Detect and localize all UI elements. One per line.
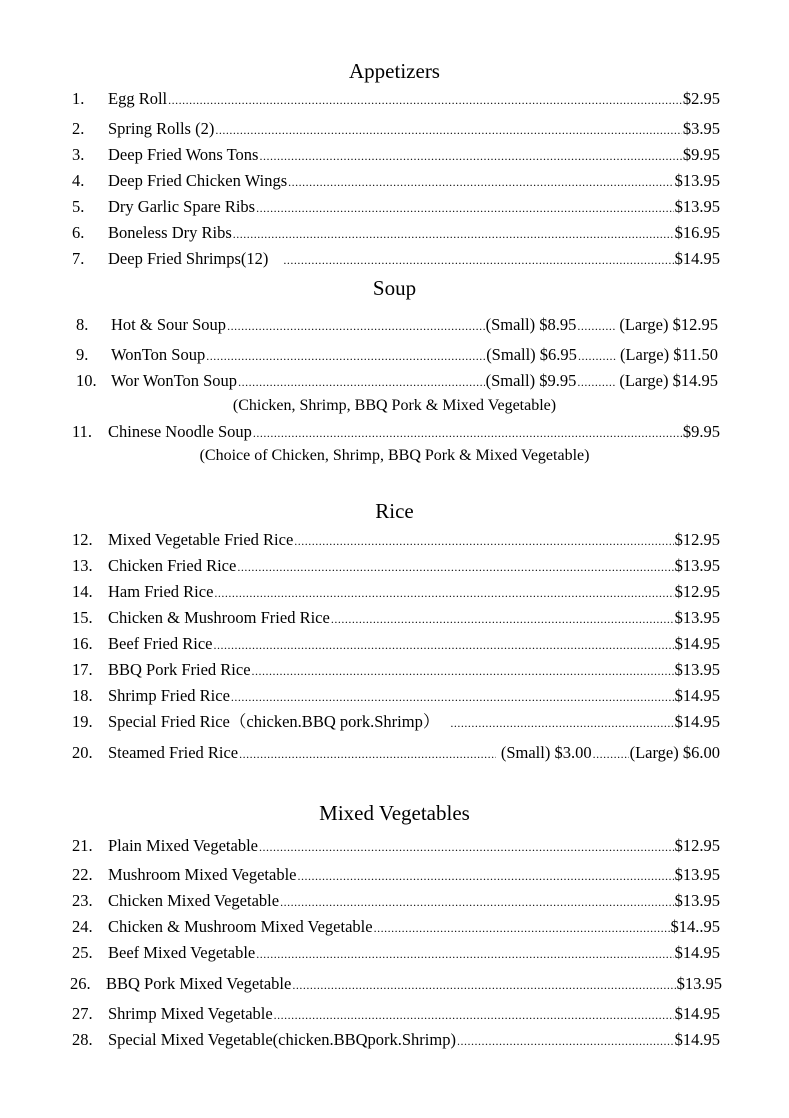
dot-leader [294,530,673,552]
menu-item [72,1003,720,1025]
item-name: BBQ Pork Fried Rice [108,660,251,679]
item-name: Egg Roll [108,89,168,108]
item-number: 19. [72,712,93,731]
item-name: BBQ Pork Mixed Vegetable [106,974,292,993]
item-number: 9. [76,345,89,364]
item-price: $14..95 [670,917,720,936]
dot-leader [577,315,615,337]
item-price: $14.95 [674,712,720,731]
dot-leader [227,315,485,337]
item-number: 7. [72,249,85,268]
dot-leader [292,974,675,996]
item-name: Steamed Fried Rice [108,743,239,762]
dot-leader [253,422,682,444]
item-price: $13.95 [674,865,720,884]
dot-leader [457,1030,674,1052]
item-name: Beef Mixed Vegetable [108,943,256,962]
large-price: (Large) $14.95 [619,371,718,390]
item-number: 25. [72,943,93,962]
dot-leader [214,582,673,604]
dot-leader [280,891,674,913]
item-number: 22. [72,865,93,884]
item-price: $2.95 [682,89,720,108]
noodle-note: (Choice of Chicken, Shrimp, BBQ Pork & Mixed Vegetable) [199,447,590,464]
menu-item [72,118,720,140]
menu-item [72,421,720,443]
dot-leader [283,249,673,271]
menu-item [72,916,720,938]
item-number: 13. [72,556,93,575]
item-name: Deep Fried Shrimps(12) [108,249,269,268]
menu-item [76,370,718,392]
small-price: (Small) $6.95 [486,345,577,364]
item-name: Ham Fried Rice [108,582,214,601]
menu-item [72,742,720,764]
dot-leader [274,1004,674,1026]
menu-item [72,942,720,964]
item-number: 14. [72,582,93,601]
item-number: 23. [72,891,93,910]
heading-mixed-vegetables: Mixed Vegetables [319,801,470,825]
item-name: Chicken Mixed Vegetable [108,891,280,910]
menu-item [72,581,720,603]
soup-note: (Chicken, Shrimp, BBQ Pork & Mixed Vegetable) [232,397,557,414]
large-price: (Large) $6.00 [629,743,720,762]
item-name: WonTon Soup [111,345,206,364]
item-price: $14.95 [674,634,720,653]
dot-leader [252,660,674,682]
item-number: 28. [72,1030,93,1049]
dot-leader [231,686,674,708]
item-name: Dry Garlic Spare Ribs [108,197,256,216]
item-name: Chicken & Mushroom Mixed Vegetable [108,917,373,936]
item-price: $12.95 [674,582,720,601]
item-number: 6. [72,223,85,242]
item-price: $13.95 [676,974,722,993]
menu-item [76,344,718,366]
dot-leader [259,145,681,167]
item-price: $14.95 [674,943,720,962]
heading-rice: Rice [375,499,414,523]
dot-leader [298,865,674,887]
item-name: Wor WonTon Soup [111,371,238,390]
menu-item [72,711,720,733]
dot-leader [168,89,682,111]
item-price: $12.95 [674,530,720,549]
dot-leader [593,743,629,765]
item-price: $13.95 [674,891,720,910]
menu-item [72,144,720,166]
item-price: $14.95 [674,686,720,705]
menu-item [72,196,720,218]
item-number: 5. [72,197,85,216]
dot-leader [578,345,616,367]
menu-item [72,1029,720,1051]
dot-leader [213,634,673,656]
item-number: 8. [76,315,89,334]
menu-item [76,314,718,336]
small-price: (Small) $9.95 [485,371,577,390]
item-name: Mushroom Mixed Vegetable [108,865,297,884]
large-price: (Large) $11.50 [619,345,718,364]
dot-leader [237,556,673,578]
dot-leader [259,836,674,858]
item-price: $13.95 [674,171,720,190]
item-price: $16.95 [674,223,720,242]
item-name: Mixed Vegetable Fried Rice [108,530,294,549]
item-name: Shrimp Fried Rice [108,686,230,705]
item-number: 21. [72,836,93,855]
small-price: (Small) $8.95 [485,315,577,334]
menu-item [72,890,720,912]
item-number: 4. [72,171,85,190]
dot-leader [450,712,673,734]
dot-leader [233,223,674,245]
item-number: 20. [72,743,93,762]
menu-item [72,170,720,192]
item-name: Chicken Fried Rice [108,556,237,575]
menu-item [72,529,720,551]
item-price: $13.95 [674,556,720,575]
heading-appetizers: Appetizers [349,59,440,83]
item-price: $3.95 [682,119,720,138]
item-number: 17. [72,660,93,679]
item-name: Special Fried Rice（chicken.BBQ pork.Shrimp） [108,712,440,731]
dot-leader [331,608,674,630]
item-name: Special Mixed Vegetable(chicken.BBQpork.Shrimp) [108,1030,456,1049]
menu-item [72,248,720,270]
item-number: 2. [72,119,85,138]
item-price: $14.95 [674,249,720,268]
dot-leader [215,119,682,141]
dot-leader [374,917,670,939]
item-price: $14.95 [674,1004,720,1023]
item-name: Chinese Noodle Soup [108,422,252,441]
item-name: Deep Fried Wons Tons [108,145,259,164]
large-price: (Large) $12.95 [619,315,718,334]
dot-leader [577,371,615,393]
heading-soup: Soup [372,276,417,300]
menu-item [72,555,720,577]
item-name: Boneless Dry Ribs [108,223,232,242]
menu-item [72,607,720,629]
item-number: 16. [72,634,93,653]
item-number: 27. [72,1004,93,1023]
item-price: $9.95 [682,145,720,164]
menu-item [72,659,720,681]
item-price: $9.95 [682,422,720,441]
menu-item [72,222,720,244]
item-name: Shrimp Mixed Vegetable [108,1004,273,1023]
item-price: $13.95 [674,608,720,627]
item-number: 10. [76,371,97,390]
item-name: Beef Fried Rice [108,634,213,653]
item-number: 3. [72,145,85,164]
item-price: $13.95 [674,660,720,679]
item-name: Spring Rolls (2) [108,119,215,138]
menu-item [72,835,720,857]
item-number: 11. [72,422,93,441]
item-name: Deep Fried Chicken Wings [108,171,288,190]
menu-item [72,633,720,655]
dot-leader [238,371,485,393]
item-name: Chicken & Mushroom Fried Rice [108,608,330,627]
menu-item [72,864,720,886]
item-number: 24. [72,917,93,936]
menu-item [72,88,720,110]
menu-item [72,685,720,707]
menu-item [70,973,722,995]
item-name: Plain Mixed Vegetable [108,836,258,855]
item-number: 18. [72,686,93,705]
small-price: (Small) $3.00 [500,743,592,762]
item-price: $14.95 [674,1030,720,1049]
dot-leader [288,171,674,193]
item-price: $12.95 [674,836,720,855]
dot-leader [256,943,673,965]
dot-leader [206,345,485,367]
item-number: 15. [72,608,93,627]
item-number: 12. [72,530,93,549]
dot-leader [239,743,496,765]
item-name: Hot & Sour Soup [111,315,227,334]
item-price: $13.95 [674,197,720,216]
item-number: 1. [72,89,85,108]
dot-leader [256,197,674,219]
item-number: 26. [70,974,91,993]
